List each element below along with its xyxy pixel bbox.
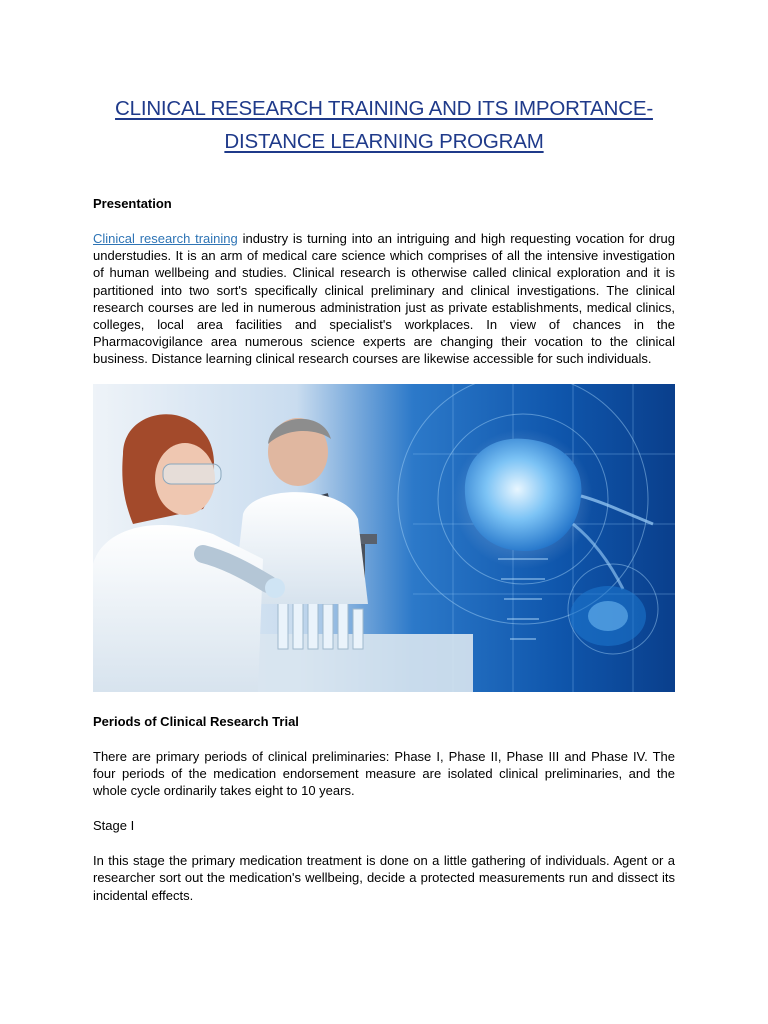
document-page bbox=[93, 0, 675, 904]
paragraph-presentation-text: industry is turning into an intriguing and high requesting vocation for drug understudies. It is an arm of medical care science which comprises of all the intensive investigation of human wellbeing and studies. Clinical research is otherwise called clinical exploration and it is partitioned into two sort's specifically clinical preliminary and clinical investigations. The clinical research courses are led in numerous administration just as private establishments, medical clinics, colleges, local area facilities and specialist's workplaces. In view of chances in the Pharmacovigilance area numerous science experts are changing their vocation to the clinical business. Distance learning clinical research courses are likewise accessible for such individuals. bbox=[93, 231, 676, 367]
hero-image-illustration bbox=[93, 384, 675, 692]
section-heading-stage-1: Stage I bbox=[93, 818, 135, 834]
section-heading-presentation: Presentation bbox=[93, 196, 172, 211]
section-heading-periods: Periods of Clinical Research Trial bbox=[93, 713, 299, 729]
paragraph-stage-1: In this stage the primary medication treatment is done on a little gathering of individuals. Agent or a researcher sort out the medication's wellbeing, decide a protected measurements run and dissect its incidental effects. bbox=[93, 853, 675, 903]
hero-image bbox=[93, 384, 675, 692]
document-title: CLINICAL RESEARCH TRAINING AND ITS IMPORTANCE- DISTANCE LEARNING PROGRAM bbox=[115, 97, 653, 153]
paragraph-periods: There are primary periods of clinical preliminaries: Phase I, Phase II, Phase III and Phase IV. The four periods of the medication endorsement measure are isolated clinical preliminaries, and the whole cycle ordinarily takes eight to 10 years. bbox=[93, 748, 675, 799]
clinical-research-training-link[interactable]: Clinical research training bbox=[93, 231, 238, 246]
paragraph-presentation bbox=[93, 230, 675, 368]
